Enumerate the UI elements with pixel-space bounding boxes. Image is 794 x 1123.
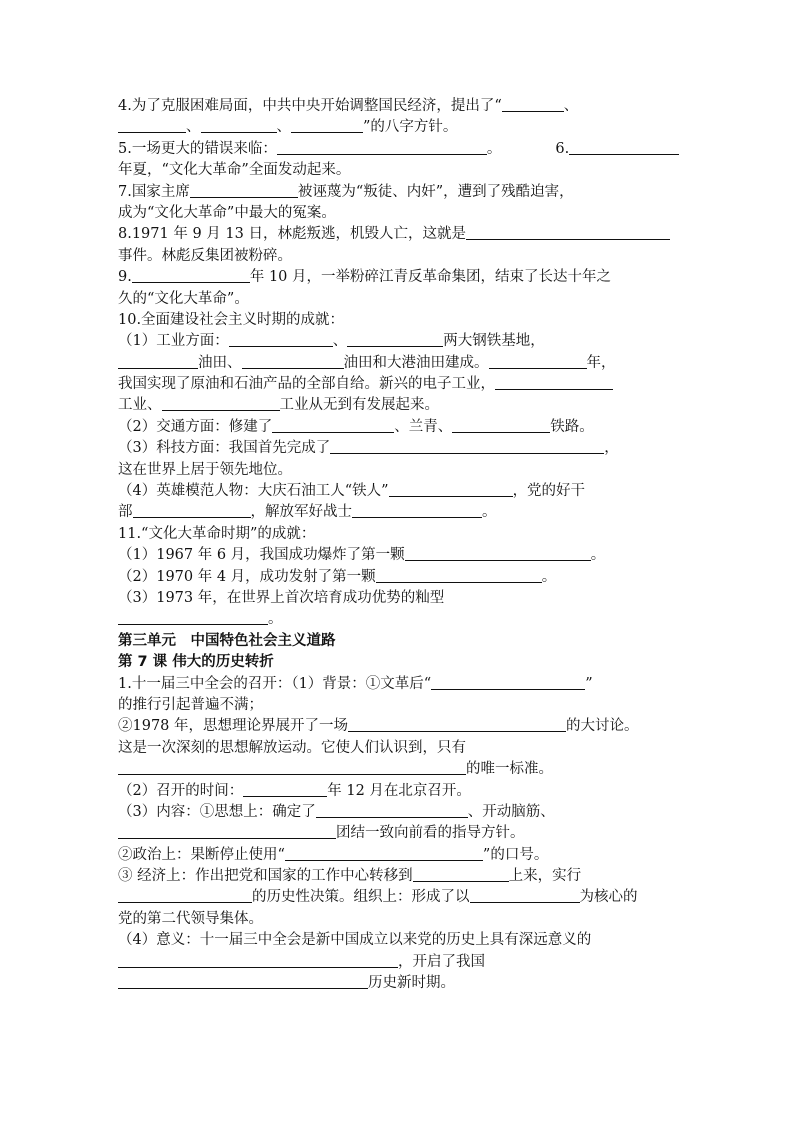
s1-line3 (118, 716, 678, 737)
q10-industry-line3 (118, 374, 678, 395)
q11-text: 。 (268, 611, 283, 628)
s1-text: 年 12 月在北京召开。 (327, 782, 471, 799)
answer-blank[interactable] (316, 802, 468, 818)
q10-text: 铁路。 (550, 418, 594, 435)
q11-text: （1）1967 年 6 月，我国成功爆炸了第一颗 (118, 547, 405, 564)
q4-text: ”的八字方针。 (363, 119, 458, 136)
q10-hero-line1 (118, 481, 678, 502)
q10-industry-line1 (118, 331, 678, 352)
q11-title (118, 524, 678, 545)
q8-line2 (118, 246, 678, 267)
s1-text: ” (585, 675, 593, 692)
q10-tech-line2 (118, 460, 678, 481)
answer-blank[interactable] (118, 973, 368, 989)
s1-text: （4）意义：十一届三中全会是新中国成立以来党的历史上具有深远意义的 (118, 932, 592, 949)
answer-blank[interactable] (413, 866, 509, 882)
q10-hero-line2 (118, 502, 678, 523)
q10-text: ，解放军好战士 (250, 504, 352, 521)
q9-text: 年 10 月，一举粉碎江青反革命集团，结束了长达十年之 (249, 269, 612, 286)
s1-significance-line1 (118, 930, 678, 951)
answer-blank[interactable] (452, 417, 550, 433)
q11-text: （2）1970 年 4 月，成功发射了第一颗 (118, 568, 376, 585)
q4-text: 、 (276, 119, 291, 136)
q6-line2 (118, 160, 678, 181)
q8-line1 (118, 224, 678, 245)
s1-text: 的唯一标准。 (466, 761, 553, 778)
answer-blank[interactable] (118, 353, 198, 369)
q7-text: 7.国家主席 (118, 183, 190, 200)
s1-text: ③ 经济上：作出把党和国家的工作中心转移到 (118, 868, 413, 885)
lesson-heading (118, 652, 678, 673)
q10-industry-line2 (118, 353, 678, 374)
answer-blank[interactable] (118, 117, 186, 133)
s1-text: ②政治上：果断停止使用“ (118, 846, 285, 863)
s1-text: 上来，实行 (508, 868, 582, 885)
answer-blank[interactable] (229, 331, 333, 347)
answer-blank[interactable] (431, 674, 585, 690)
q10-text: 工业、 (118, 397, 162, 414)
q10-text: 。 (482, 504, 497, 521)
answer-blank[interactable] (118, 823, 336, 839)
q4-text: 、 (186, 119, 201, 136)
s1-text: （3）内容：①思想上：确定了 (118, 803, 316, 820)
q10-text: 这在世界上居于领先地位。 (118, 461, 292, 478)
s1-text: 历史新时期。 (368, 975, 455, 992)
q10-industry-line4 (118, 395, 678, 416)
s1-text: 、开动脑筋、 (467, 803, 555, 820)
q8-text: 事件。林彪反集团被粉碎。 (118, 247, 292, 264)
worksheet (118, 96, 678, 994)
q10-text: ，党的好干 (512, 483, 586, 500)
answer-blank[interactable] (352, 502, 482, 518)
s1-line2 (118, 695, 678, 716)
q10-text: 工业从无到有发展起来。 (279, 397, 439, 414)
answer-blank[interactable] (277, 139, 487, 155)
answer-blank[interactable] (330, 438, 604, 454)
s1-economy-line3 (118, 909, 678, 930)
s1-text: ”的口号。 (482, 846, 549, 863)
q10-text: 部 (118, 504, 133, 521)
q4-line2 (118, 117, 678, 138)
s1-line1 (118, 674, 678, 695)
answer-blank[interactable] (466, 224, 670, 240)
s1-significance-line3 (118, 973, 678, 994)
unit-heading (118, 631, 678, 652)
answer-blank[interactable] (347, 331, 443, 347)
q10-text: 油田和大港油田建成。 (343, 354, 489, 371)
q9-text: 久的“文化大革命”。 (118, 290, 249, 307)
answer-blank[interactable] (376, 567, 542, 583)
q10-text: 10.全面建设社会主义时期的成就： (118, 311, 345, 328)
q11-item3-line2 (118, 609, 678, 630)
q7-line2 (118, 203, 678, 224)
answer-blank[interactable] (132, 267, 250, 283)
q10-text: 年， (586, 354, 616, 371)
s1-text: 的大讨论。 (566, 718, 639, 735)
s1-text: ，开启了我国 (398, 953, 485, 970)
s1-significance-line2 (118, 952, 678, 973)
s1-line5 (118, 759, 678, 780)
answer-blank[interactable] (201, 117, 277, 133)
q8-text: 8.1971 年 9 月 13 日，林彪叛逃，机毁人亡，这就是 (118, 226, 466, 243)
q11-text: 。 (541, 568, 557, 585)
s1-line4 (118, 738, 678, 759)
q10-text: 油田、 (198, 354, 242, 371)
answer-blank[interactable] (190, 182, 298, 198)
s1-text: 这是一次深刻的思想解放运动。它使人们认识到，只有 (118, 739, 466, 756)
answer-blank[interactable] (502, 96, 564, 112)
s1-text: 的推行引起普遍不满； (118, 696, 263, 713)
unit-title: 第三单元 中国特色社会主义道路 (118, 632, 336, 649)
q10-transport-line (118, 417, 678, 438)
q4-text: 、 (563, 98, 579, 114)
answer-blank[interactable] (389, 481, 513, 497)
s1-text: 团结一致向前看的指导方针。 (336, 825, 525, 842)
answer-blank[interactable] (489, 353, 587, 369)
s1-text: 的历史性决策。组织上：形成了以 (252, 889, 470, 906)
q10-text: ， (604, 440, 619, 457)
q10-text: （1）工业方面： (118, 333, 229, 350)
q7-text: 被诬蔑为“叛徒、内奸”，遭到了残酷迫害， (297, 183, 574, 200)
q10-text: 我国实现了原油和石油产品的全部自给。新兴的电子工业， (118, 376, 495, 393)
s1-content-line2 (118, 823, 678, 844)
q4-line1 (118, 96, 678, 117)
s1-economy-line1 (118, 866, 678, 887)
q6-text: 6. (555, 140, 570, 157)
s1-text: 1.十一届三中全会的召开：（1）背景：①文革后“ (118, 675, 432, 692)
q10-text: （4）英雄模范人物：大庆石油工人“铁人” (118, 483, 389, 500)
answer-blank[interactable] (495, 374, 613, 390)
answer-blank[interactable] (118, 759, 466, 775)
answer-blank[interactable] (272, 417, 394, 433)
answer-blank[interactable] (405, 545, 591, 561)
q10-text: （3）科技方面：我国首先完成了 (118, 440, 331, 457)
answer-blank[interactable] (285, 845, 483, 861)
answer-blank[interactable] (118, 609, 268, 625)
q9-line1 (118, 267, 678, 288)
q7-line1 (118, 182, 678, 203)
answer-blank[interactable] (470, 887, 580, 903)
s1-text: ②1978 年，思想理论界展开了一场 (118, 718, 349, 735)
q11-text: 。 (590, 547, 606, 564)
q11-text: 11.“文化大革命时期”的成就： (118, 525, 316, 542)
q9-line2 (118, 289, 678, 310)
s1-politics-line (118, 845, 678, 866)
q10-text: 、 (332, 333, 348, 350)
q10-text: （2）交通方面：修建了 (118, 418, 273, 435)
answer-blank[interactable] (348, 716, 566, 732)
q10-title (118, 310, 678, 331)
q10-tech-line1 (118, 438, 678, 459)
lesson-title: 第 7 课 伟大的历史转折 (118, 654, 274, 671)
q10-text: 两大钢铁基地， (443, 333, 545, 350)
q5-text: 5.一场更大的错误来临： (118, 140, 277, 157)
s1-time-line (118, 781, 678, 802)
answer-blank[interactable] (291, 117, 363, 133)
answer-blank[interactable] (242, 353, 344, 369)
s1-economy-line2 (118, 887, 678, 908)
q6-text: 年夏，“文化大革命”全面发动起来。 (118, 162, 351, 179)
s1-content-line1 (118, 802, 678, 823)
q7-text: 成为“文化大革命”中最大的冤案。 (118, 204, 336, 221)
q5-text: 。 (486, 140, 502, 157)
q11-text: （3）1973 年，在世界上首次培育成功优势的籼型 (118, 589, 445, 606)
s1-text: 为核心的 (579, 889, 638, 906)
answer-blank[interactable] (118, 887, 252, 903)
q4-text: 4.为了克服困难局面，中共中央开始调整国民经济，提出了“ (118, 98, 502, 114)
answer-blank[interactable] (569, 139, 679, 155)
answer-blank[interactable] (118, 952, 398, 968)
answer-blank[interactable] (162, 395, 280, 411)
s1-text: （2）召开的时间： (118, 782, 244, 799)
q11-item1 (118, 545, 678, 566)
answer-blank[interactable] (133, 502, 251, 518)
q9-text: 9. (118, 269, 132, 286)
s1-text: 党的第二代领导集体。 (118, 910, 263, 927)
q5-q6-line (118, 139, 678, 160)
q10-text: 、兰青、 (394, 418, 453, 435)
answer-blank[interactable] (243, 781, 327, 797)
q11-item3 (118, 588, 678, 609)
q11-item2 (118, 567, 678, 588)
